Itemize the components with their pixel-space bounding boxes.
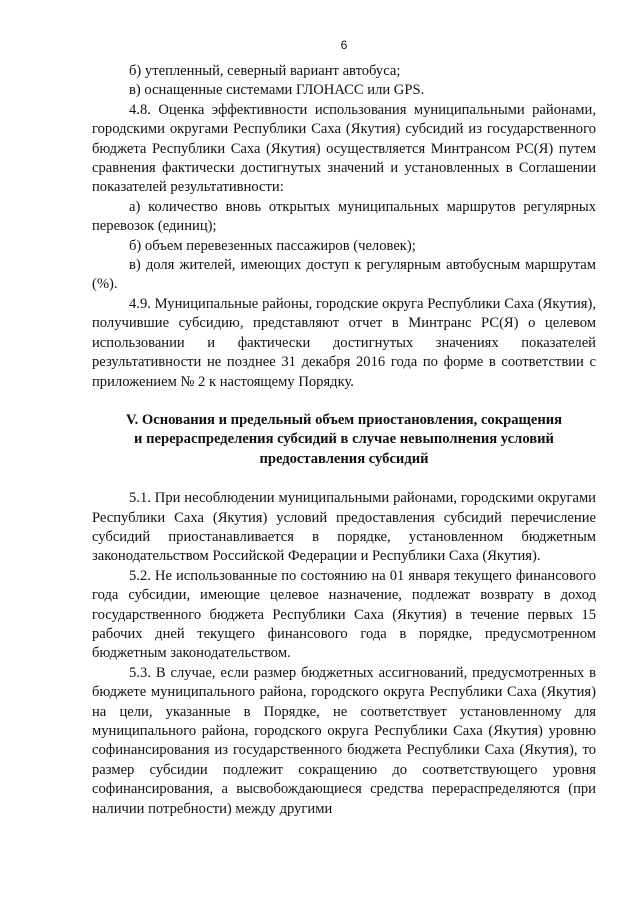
document-body (92, 62, 596, 819)
page-number: 6 (340, 38, 348, 52)
paragraph-indicator-a: а) количество вновь открытых муниципальных маршрутов регулярных перевозок (единиц); (92, 198, 596, 235)
section-heading-line-1: V. Основания и предельный объем приостановления, сокращения (125, 411, 563, 428)
paragraph-4-8: 4.8. Оценка эффективности использования муниципальными районами, городскими округами Республики Саха (Якутия) субсидий из государственного бюджета Республики Саха (Якутия) осуществляется Минтрансом РС(Я) путем сравнения фактически достигнутых значений и установленных в Соглашении показателей результативности: (92, 101, 596, 196)
paragraph-5-2: 5.2. Не использованные по состоянию на 01 января текущего финансового года субсидии, имеющие целевое назначение, подлежат возврату в доход государственного бюджета Республики Саха (Якутия) в течение первых 15 рабочих дней текущего финансового года в порядке, предусмотренном бюджетным законодательством. (92, 567, 596, 662)
paragraph-indicator-b: б) объем перевезенных пассажиров (человек); (129, 237, 416, 254)
paragraph-5-1: 5.1. При несоблюдении муниципальными районами, городскими округами Республики Саха (Якутия) условий предоставления субсидий перечисление субсидий приостанавливается в порядке, установленном бюджетным законодательством Российской Федерации и Республики Саха (Якутия). (92, 490, 596, 565)
paragraph-5-3: 5.3. В случае, если размер бюджетных ассигнований, предусмотренных в бюджете муниципального района, городского округа Республики Саха (Якутия) на цели, указанные в Порядке, не соответствует установленному для муниципального района, городского округа Республики Саха (Якутия) уровню софинансирования из государственного бюджета Республики Саха (Якутия), то размер субсидии подлежит сокращению до соответствующего уровня софинансирования, а высвобождающиеся средства перераспределяются (при наличии потребности) между другими (92, 664, 596, 817)
section-heading-line-2: и перераспределения субсидий в случае невыполнения условий (134, 431, 554, 448)
section-heading (92, 411, 596, 469)
paragraph-item-v: в) оснащенные системами ГЛОНАСС или GPS. (129, 82, 425, 99)
section-heading-line-3: предоставления субсидий (259, 450, 429, 467)
document-page (92, 0, 596, 905)
paragraph-indicator-v: в) доля жителей, имеющих доступ к регулярным автобусным маршрутам (%). (92, 257, 596, 293)
paragraph-4-9: 4.9. Муниципальные районы, городские округа Республики Саха (Якутия), получившие субсидию, представляют отчет в Минтранс РС(Я) о целевом использовании и фактически достигнутых значениях показателей результативности не позднее 31 декабря 2016 года по форме в соответствии с приложением № 2 к настоящему Порядку. (92, 295, 596, 390)
paragraph-item-b: б) утепленный, северный вариант автобуса; (129, 63, 401, 79)
